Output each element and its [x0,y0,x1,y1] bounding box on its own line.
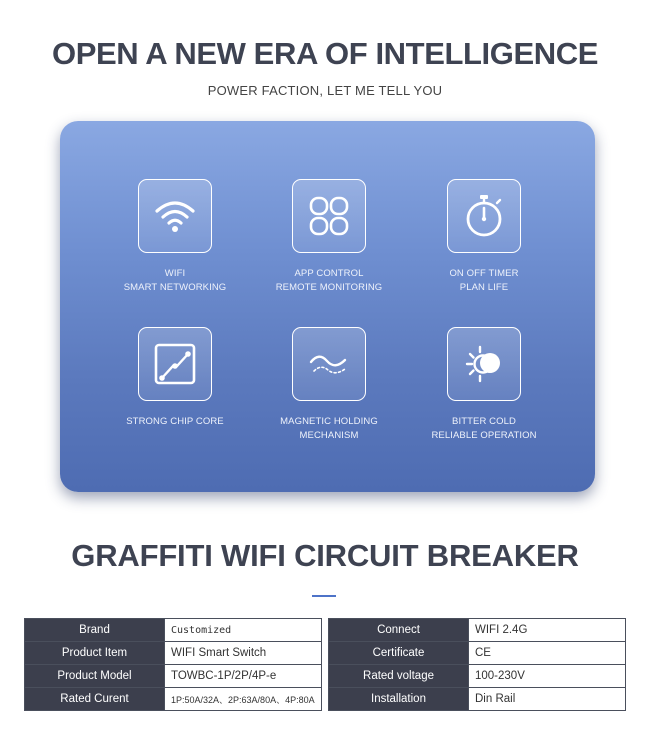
feature-cold [409,327,559,443]
spec-value: 1P:50A/32A、2P:63A/80A、4P:80A [165,688,322,711]
feature-label: APP CONTROL REMOTE MONITORING [275,268,383,293]
table-row [329,688,626,711]
spec-key: Product Model [25,665,165,688]
spec-value: 100-230V [469,665,626,688]
spec-key: Brand [25,619,165,642]
feature-label: WIFI SMART NETWORKING [123,268,227,293]
spec-key: Product Item [25,642,165,665]
table-row [329,665,626,688]
hero-subtitle: POWER FACTION, LET ME TELL YOU [207,83,443,98]
feature-label: ON OFF TIMER PLAN LIFE [449,268,519,293]
table-row [25,665,322,688]
feature-magnetic [254,327,404,443]
spec-value: TOWBC-1P/2P/4P-e [165,665,322,688]
feature-wifi [100,179,250,295]
wave-icon [292,327,366,401]
feature-app-control [254,179,404,295]
feature-label: BITTER COLD RELIABLE OPERATION [431,416,537,441]
spec-value: WIFI Smart Switch [165,642,322,665]
spec-key: Certificate [329,642,469,665]
table-row [25,688,322,711]
feature-label: STRONG CHIP CORE [126,416,224,427]
feature-label: MAGNETIC HOLDING MECHANISM [280,416,378,441]
spec-value: CE [469,642,626,665]
spec-value: Customized [165,619,322,642]
spec-table-left [24,618,322,711]
app-grid-icon [292,179,366,253]
chip-chart-icon [138,327,212,401]
stopwatch-icon [447,179,521,253]
spec-value: Din Rail [469,688,626,711]
spec-key: Connect [329,619,469,642]
spec-key: Installation [329,688,469,711]
spec-value: WIFI 2.4G [469,619,626,642]
feature-timer [409,179,559,295]
spec-table-right [328,618,626,711]
spec-key: Rated Curent [25,688,165,711]
table-row [25,642,322,665]
table-row [329,642,626,665]
feature-chip-core [100,327,250,429]
title-accent-bar [312,595,336,597]
wifi-icon [138,179,212,253]
table-row [25,619,322,642]
spec-key: Rated voltage [329,665,469,688]
hero-title: OPEN A NEW ERA OF INTELLIGENCE [51,36,598,71]
product-title: GRAFFITI WIFI CIRCUIT BREAKER [71,538,579,573]
sun-snow-icon [447,327,521,401]
features-card [60,121,595,492]
table-row [329,619,626,642]
